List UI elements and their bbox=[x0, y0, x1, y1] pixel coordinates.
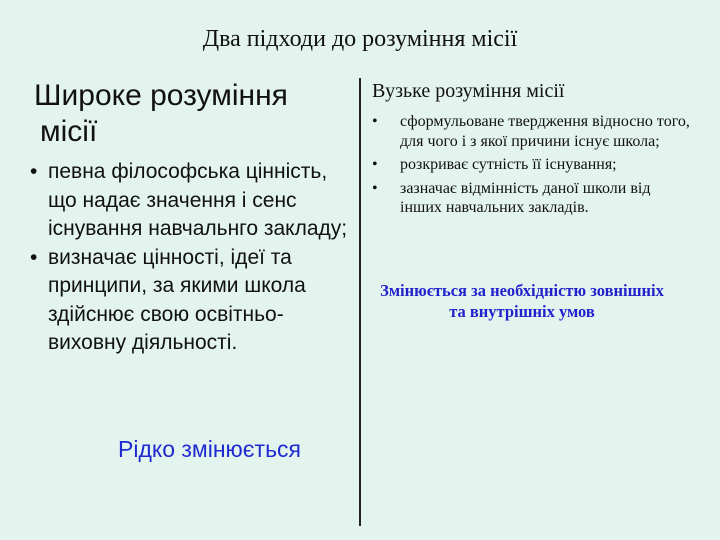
broad-understanding-heading bbox=[34, 78, 344, 150]
broad-understanding-list bbox=[30, 158, 350, 358]
list-item: • розкриває сутність її існування; bbox=[372, 155, 692, 175]
list-item: • певна філософська цінність, що надає значення і сенс існування навчальнго закладу; bbox=[30, 158, 350, 244]
changes-as-needed-note: Змінюється за необхідністю зовнішніх та внутрішніх умов bbox=[380, 281, 664, 321]
list-item: • визначає цінності, ідеї та принципи, за якими школа здійснює свою освітньо-виховну діяльності. bbox=[30, 244, 350, 358]
broad-heading-line1: Широке розуміння bbox=[34, 79, 288, 112]
broad-heading-line2: місії bbox=[40, 115, 98, 148]
rarely-changes-note: Рідко змінюється bbox=[118, 436, 302, 462]
narrow-understanding-heading: Вузьке розуміння місії bbox=[372, 80, 565, 102]
column-divider bbox=[359, 78, 361, 526]
list-item: • сформульоване твердження відносно того, для чого і з якої причини існує школа; bbox=[372, 112, 692, 151]
list-item: • зазначає відмінність даної школи від інших навчальних закладів. bbox=[372, 179, 692, 218]
narrow-understanding-list bbox=[372, 112, 692, 222]
slide-title: Два підходи до розуміння місії bbox=[202, 26, 518, 52]
